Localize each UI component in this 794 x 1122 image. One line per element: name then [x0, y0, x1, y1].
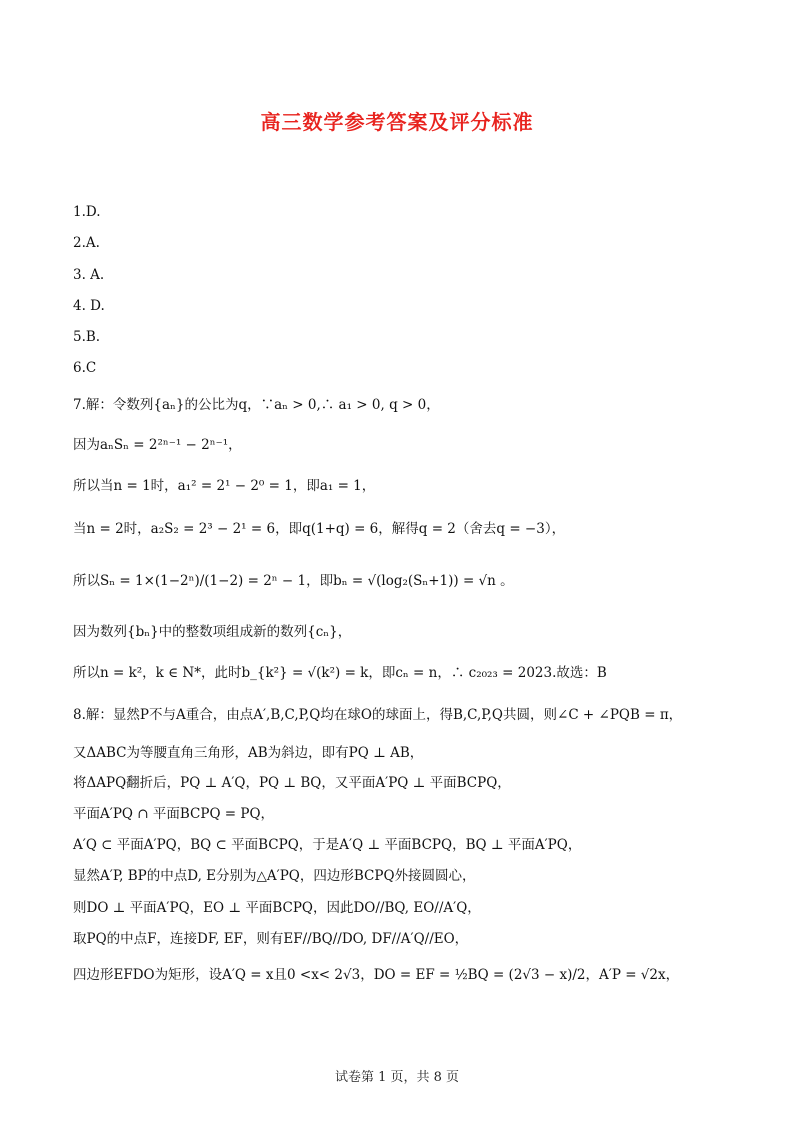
- q8-line-2: 又ΔABC为等腰直角三角形，AB为斜边，即有PQ ⊥ AB，: [73, 745, 424, 761]
- answer-4: 4. D.: [73, 298, 105, 314]
- q8-line-3: 将ΔAPQ翻折后，PQ ⊥ A′Q，PQ ⊥ BQ，又平面A′PQ ⊥ 平面BCPQ，: [73, 775, 511, 791]
- answer-5: 5.B.: [73, 329, 101, 345]
- q8-line-1: 8.解：显然P不与A重合，由点A′,B,C,P,Q均在球O的球面上，得B,C,P,Q共圆，则∠C + ∠PQB = π，: [73, 707, 683, 723]
- page-footer: 试卷第 1 页，共 8 页: [334, 1070, 460, 1085]
- q8-line-5: A′Q ⊂ 平面A′PQ，BQ ⊂ 平面BCPQ，于是A′Q ⊥ 平面BCPQ，BQ ⊥ 平面A′PQ，: [73, 837, 582, 853]
- q7-line-6: 因为数列{bₙ}中的整数项组成新的数列{cₙ}，: [73, 624, 352, 640]
- q7-line-5: 所以Sₙ = 1×(1−2ⁿ)/(1−2) = 2ⁿ − 1，即bₙ = √(log₂(Sₙ+1)) = √n 。: [73, 573, 514, 589]
- q8-line-8: 取PQ的中点F，连接DF, EF，则有EF//BQ//DO, DF//A′Q//EO，: [73, 931, 469, 947]
- answer-6: 6.C: [73, 360, 97, 376]
- q8-line-6: 显然A′P, BP的中点D, E分别为△A′PQ，四边形BCPQ外接圆圆心，: [73, 868, 476, 884]
- answer-3: 3. A.: [73, 267, 105, 283]
- answer-1: 1.D.: [73, 204, 101, 220]
- q8-line-4: 平面A′PQ ∩ 平面BCPQ = PQ，: [73, 806, 275, 822]
- q7-line-1: 7.解：令数列{aₙ}的公比为q，∵aₙ > 0,∴ a₁ > 0, q > 0，: [73, 397, 440, 413]
- q7-line-7: 所以n = k²，k ∈ N*，此时b_{k²} = √(k²) = k，即cₙ = n，∴ c₂₀₂₃ = 2023.故选：B: [73, 665, 607, 681]
- q7-line-3: 所以当n = 1时，a₁² = 2¹ − 2⁰ = 1，即a₁ = 1，: [73, 478, 376, 494]
- page-title: 高三数学参考答案及评分标准: [260, 110, 534, 134]
- q8-line-9: 四边形EFDO为矩形，设A′Q = x且0 <x< 2√3，DO = EF = ½BQ = (2√3 − x)/2，A′P = √2x，: [73, 967, 680, 983]
- q8-line-7: 则DO ⊥ 平面A′PQ，EO ⊥ 平面BCPQ，因此DO//BQ, EO//A′Q，: [73, 900, 481, 916]
- q7-line-2: 因为aₙSₙ = 2²ⁿ⁻¹ − 2ⁿ⁻¹，: [73, 437, 242, 453]
- answer-2: 2.A.: [73, 235, 100, 251]
- q7-line-4: 当n = 2时，a₂S₂ = 2³ − 2¹ = 6，即q(1+q) = 6，解得q = 2（舍去q = −3），: [73, 521, 566, 537]
